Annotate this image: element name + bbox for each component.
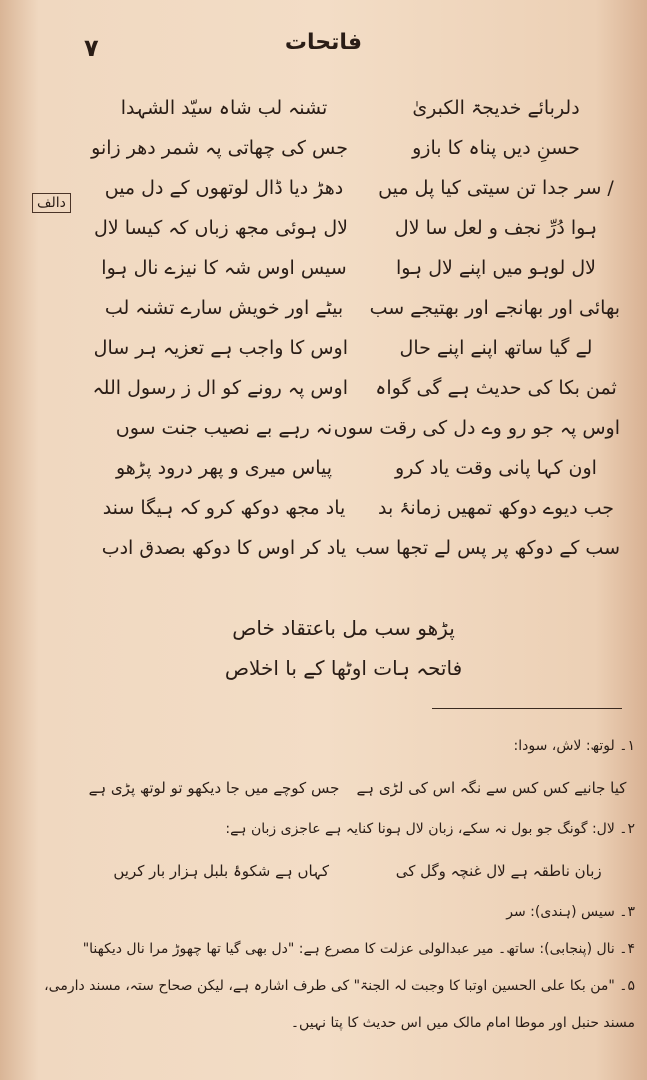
couplet bbox=[92, 368, 620, 408]
misra-left: تشنہ لب شاہ سیّد الشہدا bbox=[120, 97, 328, 119]
couplet bbox=[100, 88, 620, 128]
misra-left: اوس کا واجب ہے تعزیہ ہر سال bbox=[93, 337, 348, 359]
footnote-1: ۱۔ لوتھ: لاش، سودا: bbox=[513, 738, 635, 754]
misra-right: لے گیا ساتھ اپنے اپنے حال bbox=[399, 337, 593, 359]
footnote-5: ۵۔ "من بکا علی الحسین اوتبا کا وجبت لہ الجنۃ" کی طرف اشارہ ہے، لیکن صحاح ستہ، مسند دارمی، bbox=[44, 978, 635, 994]
misra-left: لال ہوئی مجھ زباں کہ کیسا لال bbox=[94, 217, 348, 239]
misra-right: اون کہا پانی وقت یاد کرو bbox=[395, 457, 597, 479]
misra-right: بھائی اور بھانجے اور بھتیجے سب bbox=[369, 297, 620, 319]
couplet bbox=[93, 328, 620, 368]
page-number: ۷ bbox=[84, 34, 99, 62]
closing-line: پڑھو سب مل باعتقاد خاص bbox=[232, 616, 455, 640]
misra-right: سب کے دوکھ پر پس لے تجھا سب bbox=[355, 537, 620, 559]
footnote-2-verse bbox=[80, 848, 635, 894]
misra-left: سیس اوس شہ کا نیزے نال ہوا bbox=[101, 257, 347, 279]
footnote-2: ۲۔ لال: گونگ جو بول نہ سکے، زبان لال ہونا کنایہ ہے عاجزی زبان ہے: bbox=[225, 821, 635, 837]
misra-right: حسنِ دیں پناہ کا بازو bbox=[412, 137, 580, 159]
footnotes bbox=[44, 728, 635, 1042]
misra-right: لال لوہو میں اپنے لال ہوا bbox=[395, 257, 597, 279]
misra-left: دھڑ دیا ڈال لوتھوں کے دل میں bbox=[104, 177, 344, 199]
couplet bbox=[100, 248, 620, 288]
closing-line: فاتحہ ہات اوٹھا کے با اخلاص bbox=[224, 656, 463, 680]
margin-note: دالف bbox=[32, 193, 71, 213]
couplet bbox=[91, 128, 620, 168]
footnote-3: ۳۔ سیس (ہندی): سر bbox=[506, 904, 635, 920]
misra-left: اوس پہ رونے کو ال ز رسول اللہ bbox=[92, 377, 348, 399]
closing-verses bbox=[0, 608, 647, 688]
footnote-1-verse-right: کیا جانیے کس کس سے نگہ اس کی لڑی ہے bbox=[356, 779, 627, 797]
footnote-divider bbox=[432, 708, 622, 709]
footnote-4: ۴۔ نال (پنجابی): ساتھ۔ میر عبدالولی عزلت کا مصرع ہے: "دل بھی گیا تھا چھوڑ مرا نال دیکھنا" bbox=[82, 941, 635, 957]
misra-left: یاد کر اوس کا دوکھ بصدق ادب bbox=[101, 537, 347, 559]
footnote-1-verse-left: جس کوچے میں جا دیکھو تو لوتھ پڑی ہے bbox=[88, 779, 340, 797]
couplet-list bbox=[91, 88, 620, 568]
misra-right: ثمن بکا کی حدیث ہے گی گواہ bbox=[375, 377, 617, 399]
misra-right: ہوا دُرِّ نجف و لعل سا لال bbox=[394, 217, 598, 239]
couplet bbox=[100, 488, 620, 528]
misra-left: نہ رہے بے نصیب جنت سوں bbox=[115, 417, 333, 439]
misra-left: بیٹے اور خویش سارے تشنہ لب bbox=[104, 297, 344, 319]
page-title: فاتحات bbox=[284, 30, 363, 55]
misra-right: / سر جدا تن سیتی کیا پل میں bbox=[378, 177, 614, 199]
couplet bbox=[94, 208, 620, 248]
couplet bbox=[100, 168, 620, 208]
footnote-2-verse-left: کہاں ہے شکوۂ بلبل ہزار بار کریں bbox=[113, 862, 329, 880]
footnote-2-verse-right: زبان ناطقہ ہے لال غنچہ وگل کی bbox=[395, 862, 602, 880]
misra-right: اوس پہ جو رو وے دل کی رقت سوں bbox=[333, 417, 620, 439]
footnote-5-continued: مسند حنبل اور موطا امام مالک میں اس حدیث کا پتا نہیں۔ bbox=[290, 1015, 635, 1031]
footnote-1-verse bbox=[80, 765, 635, 811]
couplet bbox=[100, 288, 620, 328]
misra-left: پیاس میری و پھر درود پڑھو bbox=[115, 457, 333, 479]
couplet bbox=[100, 448, 620, 488]
couplet bbox=[100, 408, 620, 448]
misra-right: جب دیوے دوکھ تمھیں زمانۂ بد bbox=[377, 497, 615, 519]
misra-right: دلربائے خدیجۃ الکبریٰ bbox=[412, 97, 580, 119]
misra-left: جس کی چھاتی پہ شمر دھر زانو bbox=[91, 137, 348, 159]
couplet bbox=[100, 528, 620, 568]
misra-left: یاد مجھ دوکھ کرو کہ ہیگا سند bbox=[102, 497, 346, 519]
